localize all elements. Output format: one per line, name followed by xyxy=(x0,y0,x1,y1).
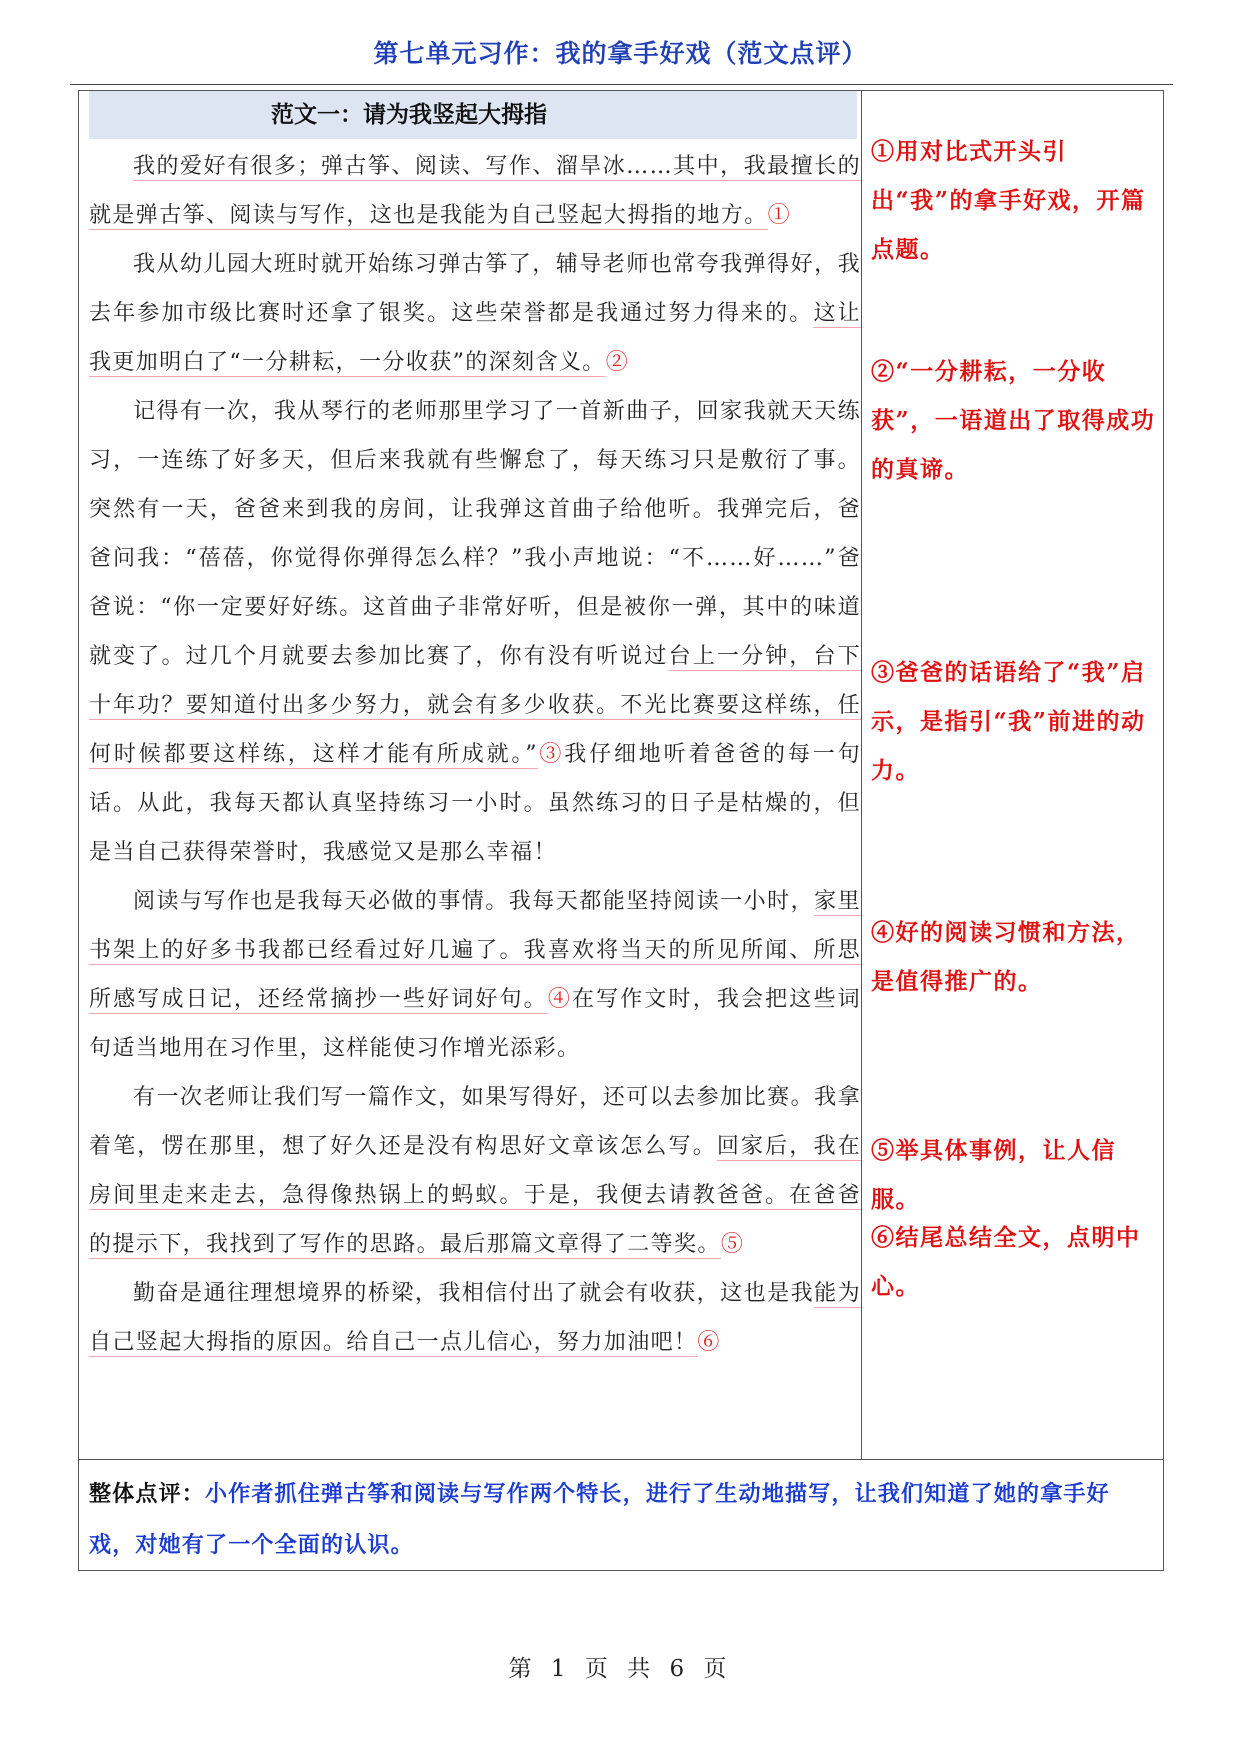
highlighted-text: 这让我更加明白了“一分耕耘，一分收获”的深刻含义。 xyxy=(89,301,861,375)
highlighted-text: 回家后，我在房间里走来走去，急得像热锅上的蚂蚁。于是，我便去请教爸爸。在爸爸的提示下，我找到了写作的思路。最后那篇文章得了二等奖。 xyxy=(89,1134,862,1257)
comment-2: ②“一分耕耘，一分收获”，一语道出了取得成功的真谛。 xyxy=(871,358,1156,483)
highlighted-text: 我的爱好有很多；弹古筝、阅读、写作、溜旱冰……其中，我最擅长的就是弹古筝、阅读与写作，这也是我能为自己竖起大拇指的地方。 xyxy=(89,154,861,228)
highlighted-text: 能为自己竖起大拇指的原因。给自己一点儿信心，努力加油吧！ xyxy=(89,1281,861,1355)
comment-3: ③爸爸的话语给了“我”启示，是指引“我”前进的动力。 xyxy=(871,659,1146,784)
annotation-marker: ⑥ xyxy=(697,1330,721,1355)
essay-paragraph xyxy=(89,1269,861,1367)
page-title: 第七单元习作：我的拿手好戏（范文点评） xyxy=(373,39,868,68)
highlighted-text: 台上一分钟，台下十年功？要知道付出多少努力，就会有多少收获。不光比赛要这样练，任何时候都要这样练，这样才能有所成就。” xyxy=(89,644,861,767)
essay-text: 记得有一次，我从琴行的老师那里学习了一首新曲子，回家我就天天练习，一连练了好多天，但后来我就有些懈怠了，每天练习只是敷衍了事。突然有一天，爸爸来到我的房间，让我弹这首曲子给他听。我弹完后，爸爸问我：“蓓蓓，你觉得你弹得怎么样？”我小声地说：“不……好……”爸爸说：“你一定要好好练。这首曲子非常好听，但是被你一弹，其中的味道就变了。过几个月就要去参加比赛了，你有没有听说过 xyxy=(89,399,861,669)
essay-paragraph xyxy=(89,1073,861,1269)
highlighted-text: 家里书架上的好多书我都已经看过好几遍了。我喜欢将当天的所见所闻、所思所感写成日记，还经常摘抄一些好词好句。 xyxy=(89,889,861,1012)
essay-text: 在写作文时，我会把这些词句适当地用在习作里，这样能使习作增光添彩。 xyxy=(89,987,861,1061)
overall-review xyxy=(89,1469,1155,1570)
annotation-marker: ⑤ xyxy=(720,1232,745,1257)
overall-review-text: 小作者抓住弹古筝和阅读与写作两个特长，进行了生动地描写，让我们知道了她的拿手好戏，对她有了一个全面的认识。 xyxy=(89,1481,1110,1558)
essay-text: 我从幼儿园大班时就开始练习弹古筝了，辅导老师也常夸我弹得好，我去年参加市级比赛时还拿了银奖。这些荣誉都是我通过努力得来的。 xyxy=(89,252,861,326)
comment-1: ①用对比式开头引出“我”的拿手好戏，开篇点题。 xyxy=(871,138,1146,263)
header-divider xyxy=(70,84,1173,85)
essay-paragraph xyxy=(89,877,861,1073)
annotation-marker: ③ xyxy=(537,742,565,767)
essay-paragraph xyxy=(89,240,861,387)
essay-text: 有一次老师让我们写一篇作文，如果写得好，还可以去参加比赛。我拿着笔，愣在那里，想了好久还是没有构思好文章该怎么写。 xyxy=(89,1085,861,1159)
essay-title-bar xyxy=(89,91,857,139)
page-number: 第 1 页 共 6 页 xyxy=(508,1656,733,1682)
essay-paragraph xyxy=(89,387,861,877)
annotation-marker: ② xyxy=(605,350,630,375)
comment-4: ④好的阅读习惯和方法，是值得推广的。 xyxy=(871,919,1141,995)
summary-divider xyxy=(79,1459,1163,1460)
column-divider xyxy=(861,91,862,1459)
essay-paragraph xyxy=(89,142,861,240)
annotation-marker: ① xyxy=(767,203,792,228)
essay-title: 范文一：请为我竖起大拇指 xyxy=(271,102,547,128)
overall-review-label: 整体点评： xyxy=(89,1482,206,1507)
essay-review-table xyxy=(78,90,1164,1571)
comment-5: ⑤举具体事例，让人信服。 xyxy=(871,1137,1116,1213)
essay-text: 勤奋是通往理想境界的桥梁，我相信付出了就会有收获，这也是我 xyxy=(133,1281,815,1306)
comment-6: ⑥结尾总结全文，点明中心。 xyxy=(871,1224,1141,1300)
essay-text: 阅读与写作也是我每天必做的事情。我每天都能坚持阅读一小时， xyxy=(133,889,815,914)
annotation-marker: ④ xyxy=(547,987,572,1012)
essay-text: 我仔细地听着爸爸的每一句话。从此，我每天都认真坚持练习一小时。虽然练习的日子是枯燥的，但是当自己获得荣誉时，我感觉又是那么幸福！ xyxy=(89,742,861,865)
essay-body xyxy=(89,142,861,1367)
